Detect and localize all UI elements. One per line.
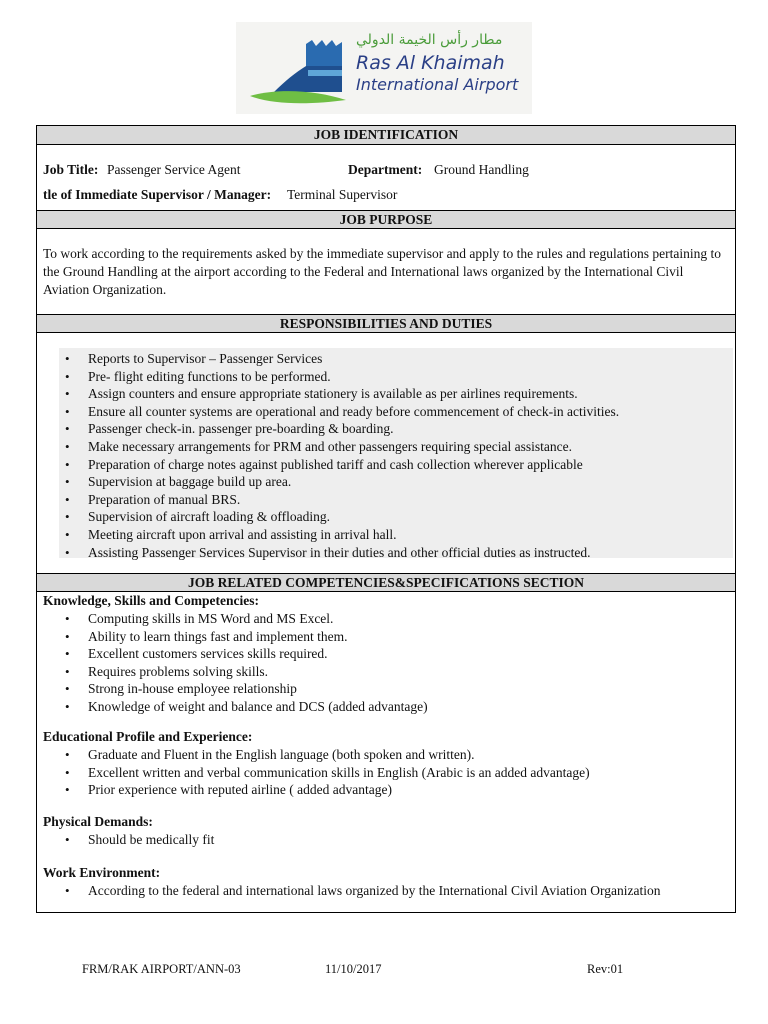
- list-item: • Knowledge of weight and balance and DCS (added advantage): [43, 698, 428, 716]
- education-heading: Educational Profile and Experience:: [43, 729, 253, 744]
- job-title-value: Passenger Service Agent: [107, 162, 241, 177]
- department-value: Ground Handling: [434, 162, 529, 177]
- list-item: • Make necessary arrangements for PRM and other passengers requiring special assistance.: [43, 438, 619, 456]
- supervisor-value: Terminal Supervisor: [287, 187, 398, 202]
- list-item: • Assisting Passenger Services Supervisor in their duties and other official duties as instructed.: [43, 544, 619, 562]
- logo-emblem-icon: [246, 30, 356, 110]
- list-item: • Assign counters and ensure appropriate stationery is available as per airlines requirements.: [43, 385, 619, 403]
- list-item: • Meeting aircraft upon arrival and assisting in arrival hall.: [43, 526, 619, 544]
- list-item: • Passenger check-in. passenger pre-boarding & boarding.: [43, 420, 619, 438]
- physical-list: [43, 831, 214, 849]
- job-identification-header: JOB IDENTIFICATION: [37, 126, 735, 145]
- work-environment-heading: Work Environment:: [43, 865, 161, 880]
- list-item: • Supervision at baggage build up area.: [43, 473, 619, 491]
- list-item: • Strong in-house employee relationship: [43, 680, 428, 698]
- supervisor-label: tle of Immediate Supervisor / Manager:: [43, 187, 272, 202]
- airport-logo: [236, 22, 532, 114]
- list-item: • Should be medically fit: [43, 831, 214, 849]
- knowledge-heading: Knowledge, Skills and Competencies:: [43, 593, 260, 608]
- logo-title-line2: International Airport: [356, 75, 519, 94]
- list-item: • Excellent written and verbal communication skills in English (Arabic is an added advantage): [43, 764, 590, 782]
- list-item: • Computing skills in MS Word and MS Excel.: [43, 610, 428, 628]
- education-list: [43, 746, 590, 799]
- competencies-header: JOB RELATED COMPETENCIES&SPECIFICATIONS SECTION: [37, 573, 735, 592]
- work-environment-list: [43, 882, 660, 900]
- list-item: • Preparation of manual BRS.: [43, 491, 619, 509]
- department-label: Department:: [348, 162, 423, 177]
- job-title-label: Job Title:: [43, 162, 99, 177]
- responsibilities-list: [43, 350, 619, 561]
- logo-title-line1: Ras Al Khaimah: [356, 52, 505, 74]
- physical-heading: Physical Demands:: [43, 814, 153, 829]
- job-purpose-text: To work according to the requirements asked by the immediate supervisor and apply to the rules and regulations pertaining to the Ground Handling at the airport according to the Federal and International laws organized by the International Civil Aviation Organization.: [43, 246, 721, 297]
- knowledge-list: [43, 610, 428, 716]
- list-item: • Prior experience with reputed airline ( added advantage): [43, 781, 590, 799]
- list-item: • Supervision of aircraft loading & offloading.: [43, 508, 619, 526]
- list-item: • According to the federal and international laws organized by the International Civil Aviation Organization: [43, 882, 660, 900]
- list-item: • Excellent customers services skills required.: [43, 645, 428, 663]
- job-purpose-header: JOB PURPOSE: [37, 210, 735, 229]
- logo-arabic-text: مطار رأس الخيمة الدولي: [356, 32, 503, 48]
- list-item: • Graduate and Fluent in the English language (both spoken and written).: [43, 746, 590, 764]
- footer-form-code: FRM/RAK AIRPORT/ANN-03: [82, 962, 241, 976]
- footer-revision: Rev:01: [587, 962, 624, 976]
- responsibilities-header: RESPONSIBILITIES AND DUTIES: [37, 314, 735, 333]
- list-item: • Requires problems solving skills.: [43, 663, 428, 681]
- list-item: • Reports to Supervisor – Passenger Services: [43, 350, 619, 368]
- list-item: • Pre- flight editing functions to be performed.: [43, 368, 619, 386]
- list-item: • Ability to learn things fast and implement them.: [43, 628, 428, 646]
- list-item: • Ensure all counter systems are operational and ready before commencement of check-in activities.: [43, 403, 619, 421]
- job-description-form: [36, 125, 736, 913]
- footer-date: 11/10/2017: [325, 962, 382, 976]
- list-item: • Preparation of charge notes against published tariff and cash collection wherever applicable: [43, 456, 619, 474]
